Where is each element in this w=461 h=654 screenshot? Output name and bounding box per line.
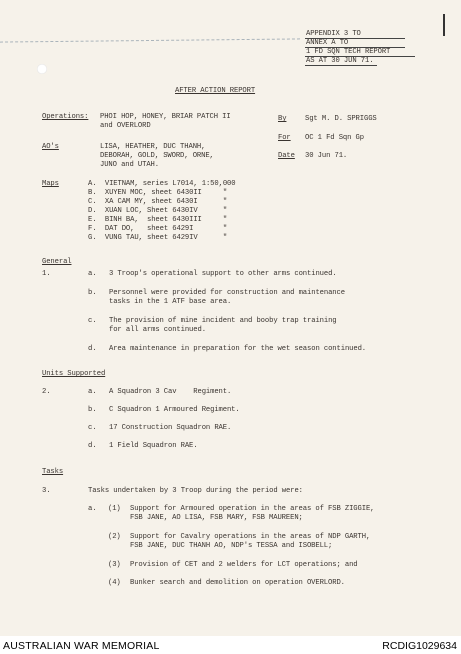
- task-text: Support for Armoured operation in the areas of FSB ZIGGIE,: [130, 505, 375, 513]
- aos-label: AO's: [42, 143, 59, 151]
- fold-line: [0, 38, 300, 42]
- footer-source: AUSTRALIAN WAR MEMORIAL: [3, 640, 160, 652]
- paragraph-number: 1.: [42, 270, 51, 278]
- paragraph-number: 3.: [42, 487, 51, 495]
- item-text: 3 Troop's operational support to other arms continued.: [109, 270, 337, 278]
- task-text: FSB JANE, AO LISA, FSB MARY, FSB MAUREEN;: [130, 514, 303, 522]
- item-letter: d.: [88, 345, 97, 353]
- task-text: Provision of CET and 2 welders for LCT operations; and: [130, 561, 358, 569]
- item-letter: a.: [88, 270, 97, 278]
- item-text: A Squadron 3 Cav Regiment.: [109, 388, 232, 396]
- operations-line: PHOI HOP, HONEY, BRIAR PATCH II: [100, 113, 231, 121]
- footer-id: RCDIG1029634: [382, 640, 457, 652]
- item-letter: c.: [88, 424, 97, 432]
- item-letter: c.: [88, 317, 97, 325]
- general-heading: General: [42, 258, 72, 266]
- map-item: A. VIETNAM, series L7014, 1:50,000: [88, 180, 236, 188]
- tasks-heading: Tasks: [42, 468, 64, 476]
- tasks-intro: Tasks undertaken by 3 Troop during the period were:: [88, 487, 303, 495]
- units-heading: Units Supported: [42, 370, 106, 378]
- item-letter: d.: [88, 442, 97, 450]
- date-label: Date: [278, 152, 295, 160]
- item-text: 1 Field Squadron RAE.: [109, 442, 198, 450]
- aos-line: LISA, HEATHER, DUC THANH,: [100, 143, 206, 151]
- item-letter: a.: [88, 388, 97, 396]
- item-text: 17 Construction Squadron RAE.: [109, 424, 232, 432]
- aos-line: DEBORAH, GOLD, SWORD, ORNE,: [100, 152, 214, 160]
- header-underline: [305, 65, 377, 66]
- date-value: 30 Jun 71.: [305, 152, 348, 160]
- item-text: C Squadron 1 Armoured Regiment.: [109, 406, 240, 414]
- item-letter: b.: [88, 289, 97, 297]
- maps-label: Maps: [42, 180, 59, 188]
- punch-hole: [37, 64, 47, 74]
- item-text: for all arms continued.: [109, 326, 206, 334]
- item-letter: b.: [88, 406, 97, 414]
- header-as-at: AS AT 30 JUN 71.: [306, 57, 374, 65]
- task-text: Bunker search and demolition on operation OVERLORD.: [130, 579, 345, 587]
- map-item: G. VUNG TAU, sheet 6429IV ": [88, 234, 228, 242]
- by-value: Sgt M. D. SPRIGGS: [305, 115, 377, 123]
- task-number: (1): [108, 505, 121, 513]
- item-text: The provision of mine incident and booby trap training: [109, 317, 337, 325]
- pen-mark: [443, 14, 445, 36]
- for-label: For: [278, 134, 291, 142]
- page-title: AFTER ACTION REPORT: [175, 87, 256, 95]
- operations-label: Operations:: [42, 113, 89, 121]
- item-text: Area maintenance in preparation for the wet season continued.: [109, 345, 367, 353]
- task-number: (2): [108, 533, 121, 541]
- map-item: D. XUAN LOC, Sheet 6430IV ": [88, 207, 228, 215]
- map-item: F. DAT DO, sheet 6429I ": [88, 225, 228, 233]
- by-label: By: [278, 115, 287, 123]
- item-text: tasks in the 1 ATF base area.: [109, 298, 232, 306]
- map-item: C. XA CAM MY, sheet 6430I ": [88, 198, 228, 206]
- paragraph-number: 2.: [42, 388, 51, 396]
- task-number: (4): [108, 579, 121, 587]
- item-text: Personnel were provided for construction and maintenance: [109, 289, 345, 297]
- header-appendix: APPENDIX 3 TO: [306, 30, 361, 38]
- item-letter: a.: [88, 505, 97, 513]
- header-annex: ANNEX A TO: [306, 39, 349, 47]
- map-item: B. XUYEN MOC, sheet 6430II ": [88, 189, 228, 197]
- archive-footer: [0, 636, 461, 654]
- aos-line: JUNO and UTAH.: [100, 161, 159, 169]
- map-item: E. BINH BA, sheet 6430III ": [88, 216, 228, 224]
- header-report: 1 FD SQN TECH REPORT: [306, 48, 391, 56]
- operations-line: and OVERLORD: [100, 122, 151, 130]
- for-value: OC 1 Fd Sqn Gp: [305, 134, 364, 142]
- task-number: (3): [108, 561, 121, 569]
- task-text: FSB JANE, DUC THANH AO, NDP's TESSA and ISOBELL;: [130, 542, 333, 550]
- task-text: Support for Cavalry operations in the areas of NDP GARTH,: [130, 533, 371, 541]
